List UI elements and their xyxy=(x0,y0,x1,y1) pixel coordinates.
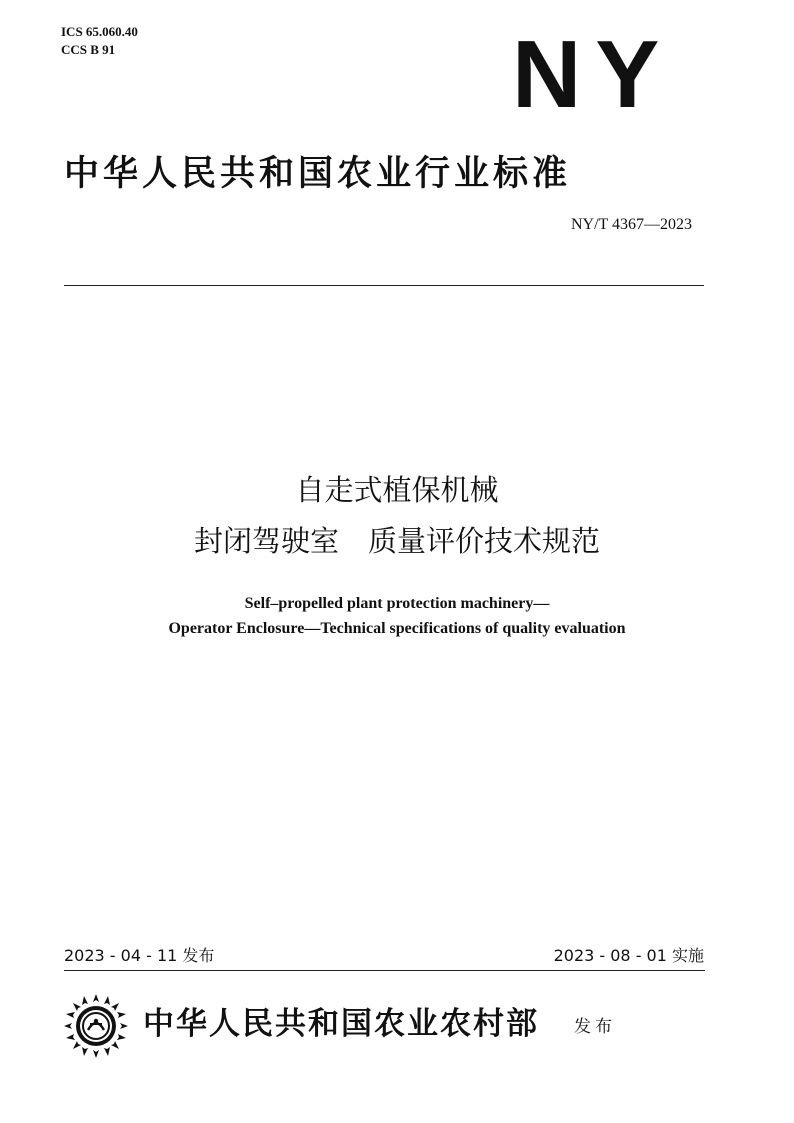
issuing-ministry: 中华人民共和国农业农村部 xyxy=(143,1006,539,1042)
implementation-date: 2023 - 08 - 01 实施 xyxy=(553,946,704,965)
ics-code: ICS 65.060.40 xyxy=(61,24,138,39)
ccs-code: CCS B 91 xyxy=(61,42,116,57)
chinese-title-line-1: 自走式植保机械 xyxy=(295,473,499,507)
bottom-divider xyxy=(64,970,705,971)
issue-date: 2023 - 04 - 11 发布 xyxy=(64,946,215,965)
chinese-title-line-2: 封闭驾驶室 质量评价技术规范 xyxy=(193,524,600,558)
english-title-line-2: Operator Enclosure—Technical specifications of quality evaluation xyxy=(168,620,626,637)
ny-standard-mark: NY xyxy=(512,21,674,128)
english-title-line-1: Self–propelled plant protection machinery— xyxy=(244,595,550,612)
standard-number: NY/T 4367—2023 xyxy=(570,216,692,233)
national-emblem-icon xyxy=(62,992,130,1060)
top-divider xyxy=(64,285,704,286)
standard-category-title: 中华人民共和国农业行业标准 xyxy=(64,154,572,194)
ministry-issue-label: 发布 xyxy=(574,1017,616,1037)
